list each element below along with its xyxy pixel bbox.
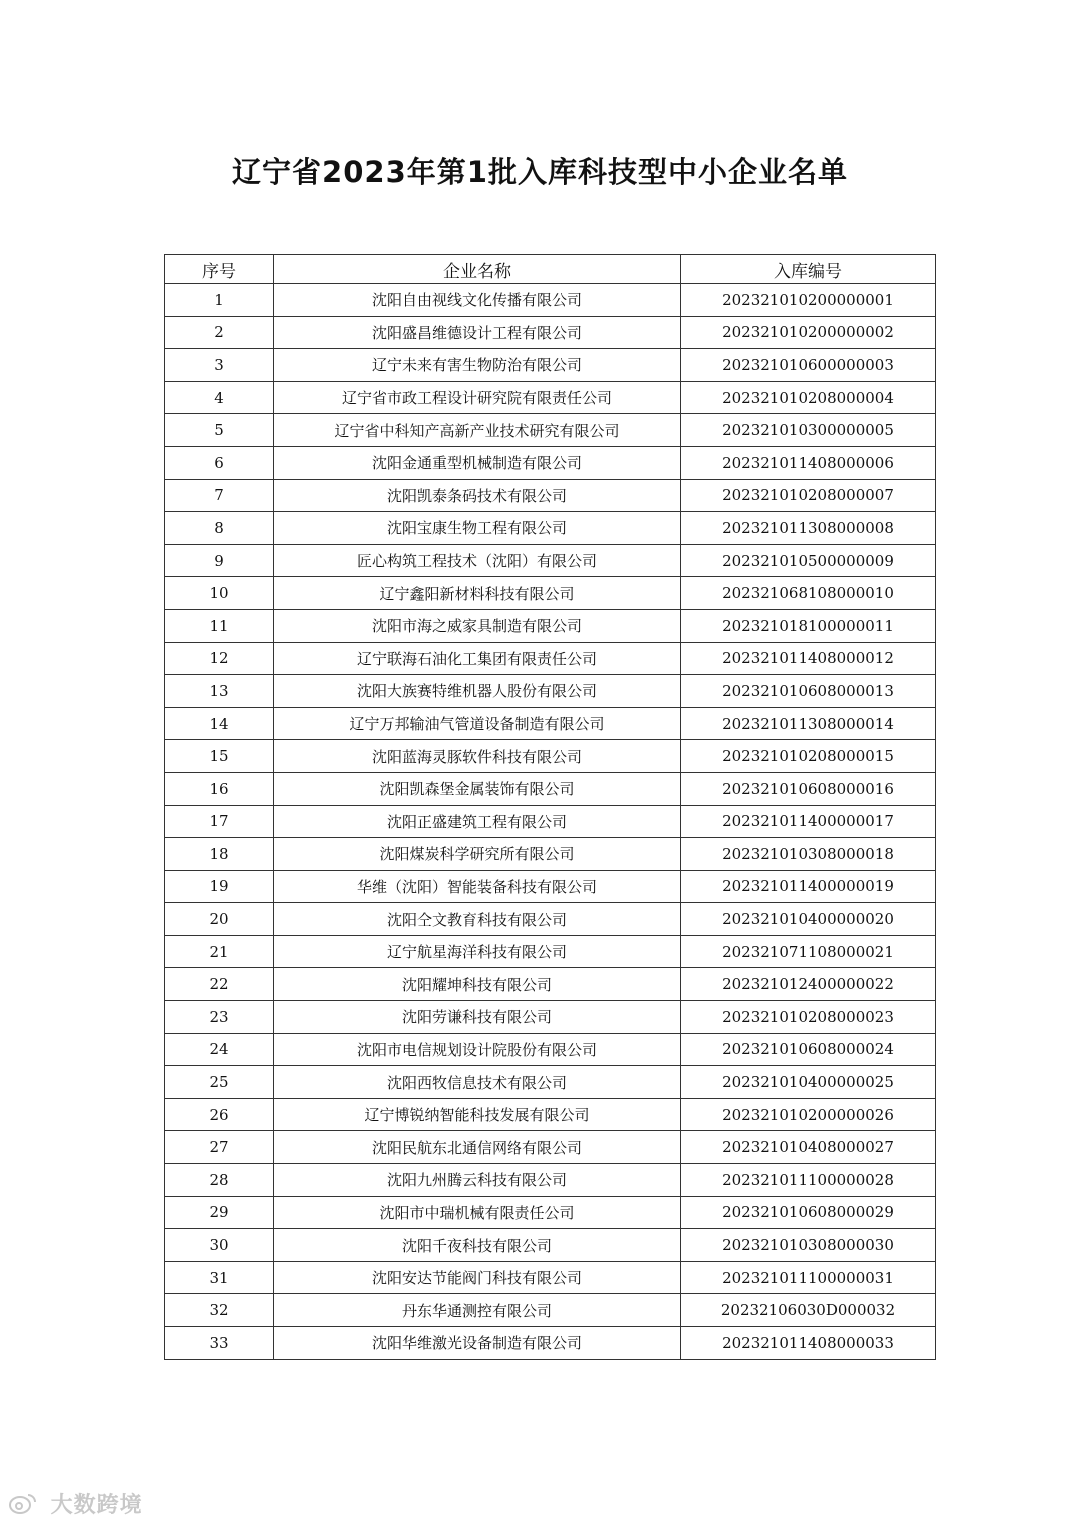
row-registration-number: 202321011400000019 bbox=[681, 870, 936, 903]
row-company-name: 沈阳煤炭科学研究所有限公司 bbox=[274, 838, 681, 871]
row-company-name: 沈阳正盛建筑工程有限公司 bbox=[274, 805, 681, 838]
watermark-text: 大数跨境 bbox=[50, 1493, 143, 1518]
table-row bbox=[165, 1294, 936, 1327]
row-company-name: 辽宁省中科知产高新产业技术研究有限公司 bbox=[274, 414, 681, 447]
row-company-name: 辽宁联海石油化工集团有限责任公司 bbox=[274, 642, 681, 675]
row-serial: 28 bbox=[165, 1164, 274, 1197]
row-registration-number: 202321071108000021 bbox=[681, 935, 936, 968]
table-row bbox=[165, 1131, 936, 1164]
row-serial: 23 bbox=[165, 1001, 274, 1034]
row-registration-number: 202321010500000009 bbox=[681, 544, 936, 577]
row-registration-number: 202321010200000002 bbox=[681, 316, 936, 349]
row-registration-number: 202321010200000026 bbox=[681, 1098, 936, 1131]
row-company-name: 辽宁航星海洋科技有限公司 bbox=[274, 935, 681, 968]
row-serial: 27 bbox=[165, 1131, 274, 1164]
row-serial: 33 bbox=[165, 1327, 274, 1360]
row-company-name: 沈阳民航东北通信网络有限公司 bbox=[274, 1131, 681, 1164]
row-registration-number: 202321012400000022 bbox=[681, 968, 936, 1001]
enterprise-table bbox=[164, 254, 936, 1360]
table-row bbox=[165, 707, 936, 740]
row-registration-number: 202321011100000031 bbox=[681, 1261, 936, 1294]
row-company-name: 沈阳蓝海灵豚软件科技有限公司 bbox=[274, 740, 681, 773]
row-registration-number: 202321010308000018 bbox=[681, 838, 936, 871]
header-company-name: 企业名称 bbox=[274, 255, 681, 284]
row-serial: 19 bbox=[165, 870, 274, 903]
table-row bbox=[165, 838, 936, 871]
row-serial: 4 bbox=[165, 381, 274, 414]
row-registration-number: 202321010400000025 bbox=[681, 1066, 936, 1099]
row-registration-number: 202321010300000005 bbox=[681, 414, 936, 447]
row-serial: 22 bbox=[165, 968, 274, 1001]
row-company-name: 沈阳市电信规划设计院股份有限公司 bbox=[274, 1033, 681, 1066]
row-serial: 9 bbox=[165, 544, 274, 577]
row-registration-number: 202321010208000023 bbox=[681, 1001, 936, 1034]
row-company-name: 沈阳宝康生物工程有限公司 bbox=[274, 512, 681, 545]
row-registration-number: 202321010308000030 bbox=[681, 1229, 936, 1262]
table-row bbox=[165, 935, 936, 968]
row-registration-number: 202321010200000001 bbox=[681, 284, 936, 317]
table-row bbox=[165, 642, 936, 675]
row-registration-number: 202321011408000033 bbox=[681, 1327, 936, 1360]
row-company-name: 辽宁省市政工程设计研究院有限责任公司 bbox=[274, 381, 681, 414]
row-company-name: 沈阳安达节能阀门科技有限公司 bbox=[274, 1261, 681, 1294]
row-registration-number: 202321010400000020 bbox=[681, 903, 936, 936]
row-registration-number: 20232106030D000032 bbox=[681, 1294, 936, 1327]
table-row bbox=[165, 740, 936, 773]
table-row bbox=[165, 414, 936, 447]
table-row bbox=[165, 870, 936, 903]
row-serial: 8 bbox=[165, 512, 274, 545]
row-serial: 30 bbox=[165, 1229, 274, 1262]
row-registration-number: 202321010208000015 bbox=[681, 740, 936, 773]
table-row bbox=[165, 1066, 936, 1099]
row-serial: 32 bbox=[165, 1294, 274, 1327]
row-registration-number: 202321068108000010 bbox=[681, 577, 936, 610]
row-serial: 17 bbox=[165, 805, 274, 838]
row-company-name: 沈阳大族赛特维机器人股份有限公司 bbox=[274, 675, 681, 708]
row-company-name: 沈阳凯泰条码技术有限公司 bbox=[274, 479, 681, 512]
row-company-name: 沈阳劳谦科技有限公司 bbox=[274, 1001, 681, 1034]
row-company-name: 丹东华通测控有限公司 bbox=[274, 1294, 681, 1327]
row-registration-number: 202321011400000017 bbox=[681, 805, 936, 838]
header-registration-number: 入库编号 bbox=[681, 255, 936, 284]
row-company-name: 沈阳西牧信息技术有限公司 bbox=[274, 1066, 681, 1099]
row-serial: 21 bbox=[165, 935, 274, 968]
table-row bbox=[165, 577, 936, 610]
table-row bbox=[165, 381, 936, 414]
row-company-name: 沈阳自由视线文化传播有限公司 bbox=[274, 284, 681, 317]
table-row bbox=[165, 772, 936, 805]
weibo-logo-icon bbox=[8, 1491, 38, 1521]
row-serial: 18 bbox=[165, 838, 274, 871]
row-serial: 20 bbox=[165, 903, 274, 936]
table-row bbox=[165, 805, 936, 838]
table-row bbox=[165, 903, 936, 936]
row-company-name: 沈阳市中瑞机械有限责任公司 bbox=[274, 1196, 681, 1229]
table-row bbox=[165, 1033, 936, 1066]
row-registration-number: 202321010608000024 bbox=[681, 1033, 936, 1066]
row-company-name: 匠心构筑工程技术（沈阳）有限公司 bbox=[274, 544, 681, 577]
table-row bbox=[165, 1261, 936, 1294]
row-registration-number: 202321011408000006 bbox=[681, 446, 936, 479]
table-header-row bbox=[165, 255, 936, 284]
row-company-name: 辽宁博锐纳智能科技发展有限公司 bbox=[274, 1098, 681, 1131]
row-serial: 7 bbox=[165, 479, 274, 512]
row-company-name: 辽宁万邦输油气管道设备制造有限公司 bbox=[274, 707, 681, 740]
row-serial: 25 bbox=[165, 1066, 274, 1099]
table-row bbox=[165, 479, 936, 512]
watermark bbox=[8, 1488, 143, 1521]
table-row bbox=[165, 1098, 936, 1131]
row-serial: 31 bbox=[165, 1261, 274, 1294]
row-registration-number: 202321010208000004 bbox=[681, 381, 936, 414]
row-serial: 16 bbox=[165, 772, 274, 805]
row-serial: 14 bbox=[165, 707, 274, 740]
row-serial: 13 bbox=[165, 675, 274, 708]
row-company-name: 沈阳金通重型机械制造有限公司 bbox=[274, 446, 681, 479]
row-company-name: 沈阳九州腾云科技有限公司 bbox=[274, 1164, 681, 1197]
row-company-name: 华维（沈阳）智能装备科技有限公司 bbox=[274, 870, 681, 903]
row-registration-number: 202321018100000011 bbox=[681, 609, 936, 642]
row-serial: 2 bbox=[165, 316, 274, 349]
table-row bbox=[165, 349, 936, 382]
row-serial: 6 bbox=[165, 446, 274, 479]
row-serial: 3 bbox=[165, 349, 274, 382]
table-row bbox=[165, 675, 936, 708]
table-body bbox=[165, 284, 936, 1360]
row-registration-number: 202321010608000016 bbox=[681, 772, 936, 805]
table-row bbox=[165, 1164, 936, 1197]
row-registration-number: 202321011100000028 bbox=[681, 1164, 936, 1197]
row-registration-number: 202321010600000003 bbox=[681, 349, 936, 382]
table-row bbox=[165, 1196, 936, 1229]
row-serial: 12 bbox=[165, 642, 274, 675]
row-serial: 10 bbox=[165, 577, 274, 610]
row-serial: 29 bbox=[165, 1196, 274, 1229]
row-company-name: 沈阳市海之威家具制造有限公司 bbox=[274, 609, 681, 642]
table-row bbox=[165, 284, 936, 317]
row-registration-number: 202321010608000013 bbox=[681, 675, 936, 708]
row-serial: 5 bbox=[165, 414, 274, 447]
row-registration-number: 202321010408000027 bbox=[681, 1131, 936, 1164]
row-serial: 11 bbox=[165, 609, 274, 642]
page-title: 辽宁省2023年第1批入库科技型中小企业名单 bbox=[232, 155, 848, 189]
table-row bbox=[165, 609, 936, 642]
row-company-name: 沈阳耀坤科技有限公司 bbox=[274, 968, 681, 1001]
table-row bbox=[165, 544, 936, 577]
row-company-name: 辽宁鑫阳新材料科技有限公司 bbox=[274, 577, 681, 610]
table-row bbox=[165, 512, 936, 545]
row-company-name: 辽宁未来有害生物防治有限公司 bbox=[274, 349, 681, 382]
table-row bbox=[165, 316, 936, 349]
row-company-name: 沈阳盛昌维德设计工程有限公司 bbox=[274, 316, 681, 349]
row-registration-number: 202321011408000012 bbox=[681, 642, 936, 675]
row-company-name: 沈阳千夜科技有限公司 bbox=[274, 1229, 681, 1262]
table-row bbox=[165, 1001, 936, 1034]
row-company-name: 沈阳华维激光设备制造有限公司 bbox=[274, 1327, 681, 1360]
row-registration-number: 202321010608000029 bbox=[681, 1196, 936, 1229]
row-serial: 1 bbox=[165, 284, 274, 317]
table-row bbox=[165, 1327, 936, 1360]
row-serial: 26 bbox=[165, 1098, 274, 1131]
row-registration-number: 202321011308000008 bbox=[681, 512, 936, 545]
row-serial: 15 bbox=[165, 740, 274, 773]
table-row bbox=[165, 446, 936, 479]
table-row bbox=[165, 1229, 936, 1262]
row-company-name: 沈阳凯森堡金属装饰有限公司 bbox=[274, 772, 681, 805]
header-serial: 序号 bbox=[165, 255, 274, 284]
row-company-name: 沈阳仝文教育科技有限公司 bbox=[274, 903, 681, 936]
row-registration-number: 202321011308000014 bbox=[681, 707, 936, 740]
row-registration-number: 202321010208000007 bbox=[681, 479, 936, 512]
table-row bbox=[165, 968, 936, 1001]
row-serial: 24 bbox=[165, 1033, 274, 1066]
